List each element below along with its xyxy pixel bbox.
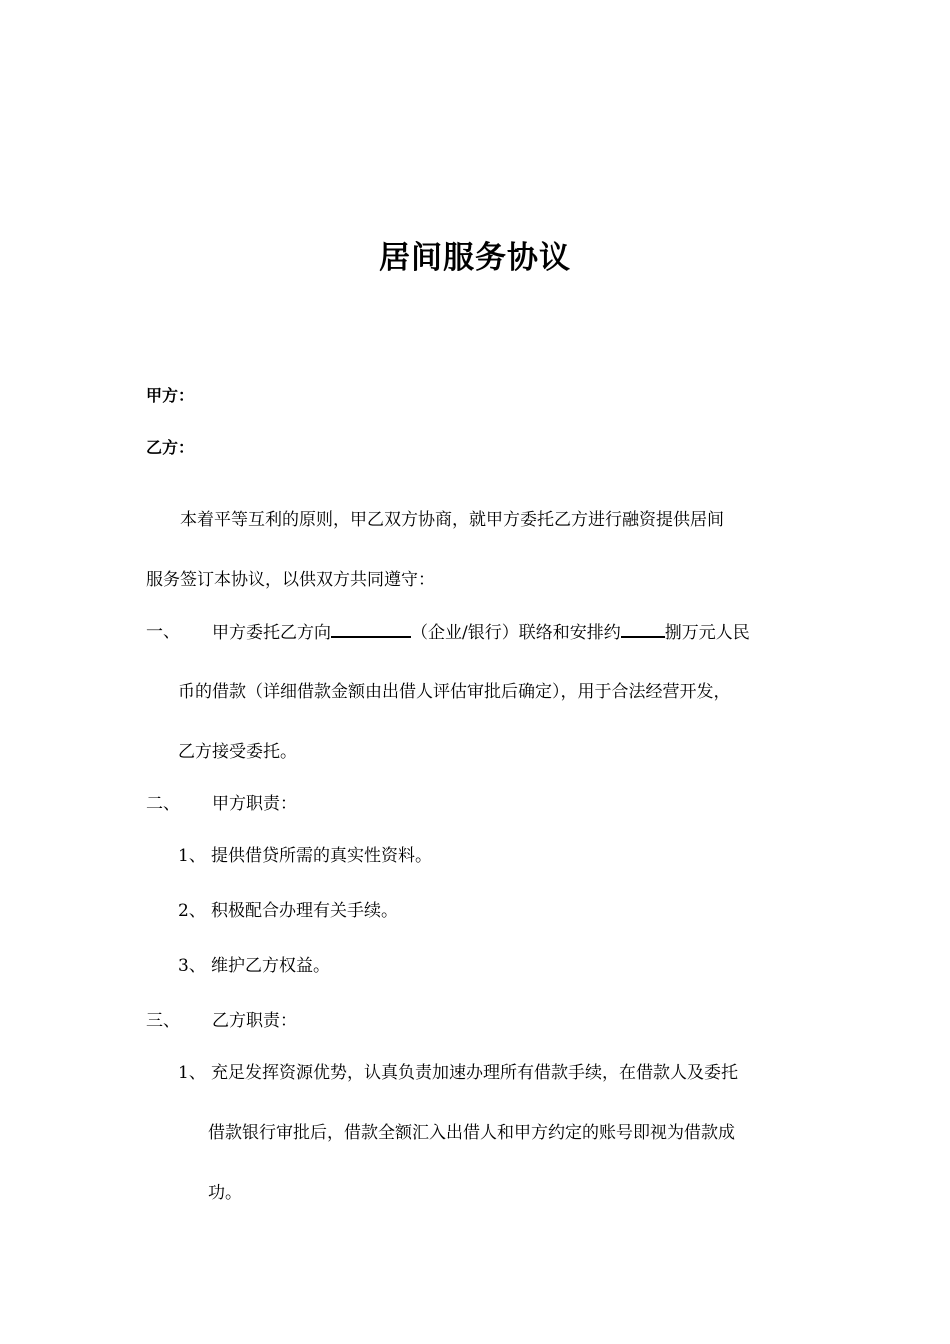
intro-line-1: 本着平等互利的原则，甲乙双方协商，就甲方委托乙方进行融资提供居间 [180,510,724,530]
document-title: 居间服务协议 [379,240,571,276]
section-1-text-a: 甲方委托乙方向 [212,623,331,643]
blank-lender-field [331,621,411,638]
section-2-number: 二、 [146,794,180,814]
section-1-number: 一、 [146,622,180,642]
section-3-number: 三、 [146,1011,180,1031]
section-3-heading: 乙方职责： [212,1011,297,1031]
section-3-item-1-line-2: 借款银行审批后，借款全额汇入出借人和甲方约定的账号即视为借款成 [208,1123,735,1143]
section-2-item-1-number: 1、 [178,846,206,866]
section-2-item-3-number: 3、 [178,956,206,976]
blank-amount-field [621,621,665,638]
section-3-item-1-line-3: 功。 [208,1183,242,1203]
section-2-item-2-text: 积极配合办理有关手续。 [211,901,398,921]
section-1-line-3: 乙方接受委托。 [178,742,297,762]
section-1-line-2: 币的借款（详细借款金额由出借人评估审批后确定），用于合法经营开发， [178,682,731,702]
section-1-line-1 [212,621,750,644]
section-2-item-1-text: 提供借贷所需的真实性资料。 [211,846,432,866]
section-2-heading: 甲方职责： [212,794,297,814]
section-1-text-b: （企业/银行）联络和安排约 [411,623,621,643]
section-3-item-1-line-1: 充足发挥资源优势，认真负责加速办理所有借款手续，在借款人及委托 [211,1063,738,1083]
section-3-item-1-number: 1、 [178,1063,206,1083]
section-2-item-2-number: 2、 [178,901,206,921]
intro-line-2: 服务签订本协议，以供双方共同遵守： [146,570,435,590]
party-a-label: 甲方： [146,386,195,405]
party-b-label: 乙方： [146,438,195,457]
section-2-item-3-text: 维护乙方权益。 [211,956,330,976]
section-1-text-c: 捌万元人民 [664,623,750,643]
